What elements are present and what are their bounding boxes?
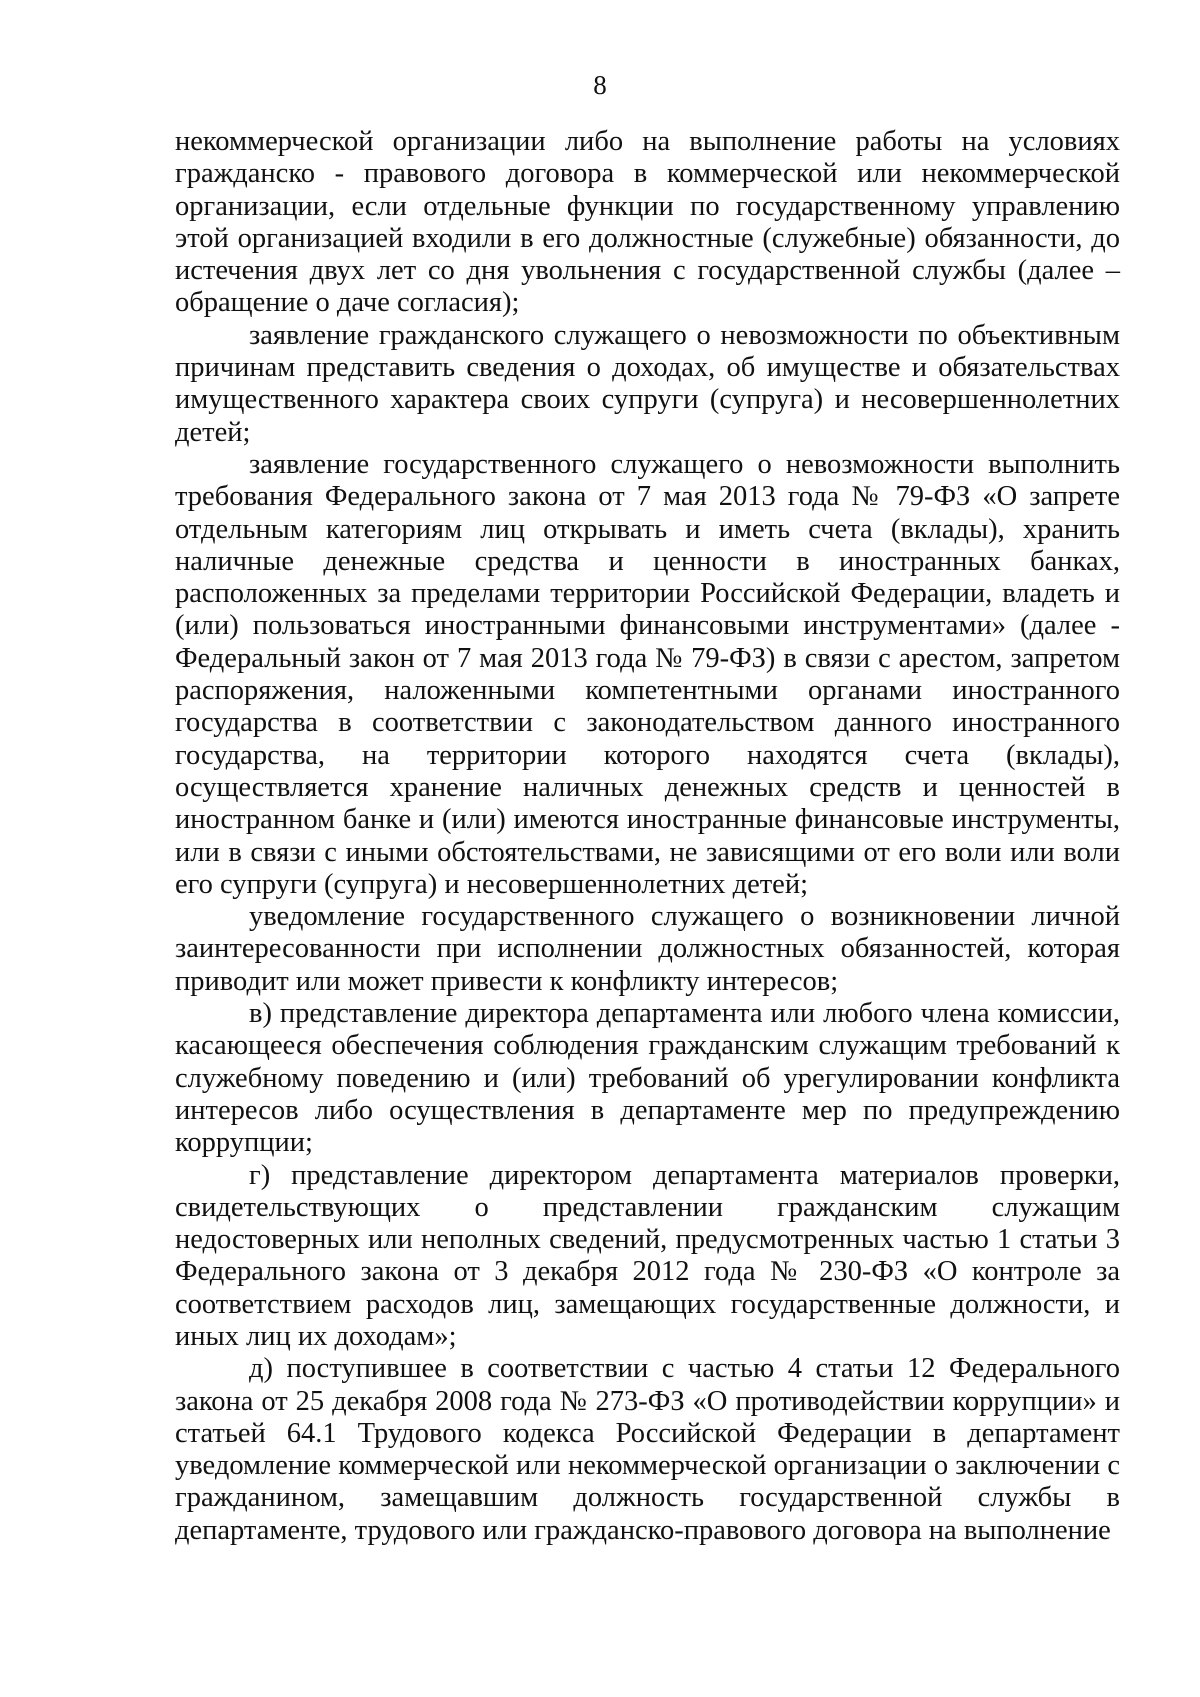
- paragraph-continuation: некоммерческой организации либо на выполнение работы на условиях гражданско - правового договора в коммерческой или некоммерческой организации, если отдельные функции по государственному управлению этой организацией входили в его должностные (служебные) обязанности, до истечения двух лет со дня увольнения с государственной службы (далее – обращение о даче согласия);: [175, 126, 1120, 319]
- paragraph-notice-personal-interest: уведомление государственного служащего о возникновении личной заинтересованности при исполнении должностных обязанностей, которая приводит или может привести к конфликту интересов;: [175, 901, 1120, 997]
- paragraph-statement-inability-income-info: заявление гражданского служащего о невозможности по объективным причинам представить сведения о доходах, об имуществе и обязательствах имущественного характера своих супруги (супруга) и несовершеннолетних детей;: [175, 319, 1120, 448]
- paragraph-item-v: в) представление директора департамента или любого члена комиссии, касающееся обеспечения соблюдения гражданским служащим требований к служебному поведению и (или) требований об урегулировании конфликта интересов либо осуществления в департаменте мер по предупреждению коррупции;: [175, 998, 1120, 1159]
- page-number: 8: [593, 70, 607, 100]
- paragraph-statement-inability-federal-law-79: заявление государственного служащего о невозможности выполнить требования Федерального закона от 7 мая 2013 года № 79-ФЗ «О запрете отдельным категориям лиц открывать и иметь счета (вклады), хранить наличные денежные средства и ценности в иностранных банках, расположенных за пределами территории Российской Федерации, владеть и (или) пользоваться иностранными финансовыми инструментами» (далее - Федеральный закон от 7 мая 2013 года № 79-ФЗ) в связи с арестом, запретом распоряжения, наложенными компетентными органами иностранного государства в соответствии с законодательством данного иностранного государства, на территории которого находятся счета (вклады), осуществляется хранение наличных денежных средств и ценностей в иностранном банке и (или) имеются иностранные финансовые инструменты, или в связи с иными обстоятельствами, не зависящими от его воли или воли его супруги (супруга) и несовершеннолетних детей;: [175, 448, 1120, 900]
- paragraph-item-d: д) поступившее в соответствии с частью 4 статьи 12 Федерального закона от 25 декабря 2008 года № 273-ФЗ «О противодействии коррупции» и статьей 64.1 Трудового кодекса Российской Федерации в департамент уведомление коммерческой или некоммерческой организации о заключении с гражданином, замещавшим должность государственной службы в департаменте, трудового или гражданско-правового договора на выполнение: [175, 1353, 1120, 1546]
- paragraph-item-g: г) представление директором департамента материалов проверки, свидетельствующих о представлении гражданским служащим недостоверных или неполных сведений, предусмотренных частью 1 статьи 3 Федерального закона от 3 декабря 2012 года № 230-ФЗ «О контроле за соответствием расходов лиц, замещающих государственные должности, и иных лиц их доходам»;: [175, 1159, 1120, 1352]
- document-body: [175, 126, 1120, 1547]
